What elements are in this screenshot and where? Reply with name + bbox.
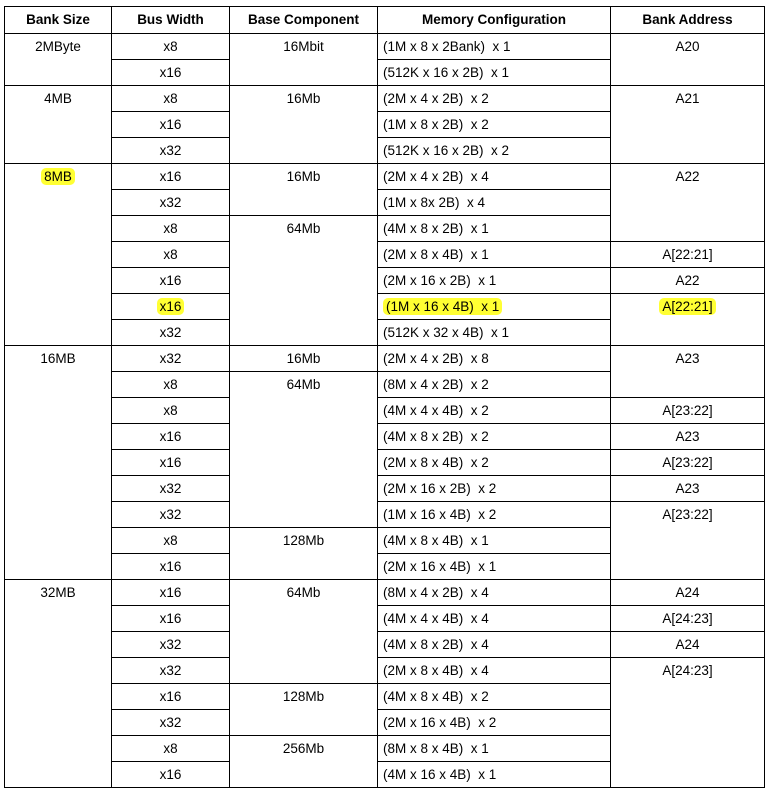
memory-configuration-cell bbox=[378, 632, 611, 658]
memory-configuration-value: (8M x 4 x 2B) x 2 bbox=[383, 377, 489, 392]
memory-configuration-value: (2M x 16 x 4B) x 2 bbox=[383, 715, 497, 730]
bus-width-value: x32 bbox=[159, 507, 182, 522]
memory-configuration-cell bbox=[378, 346, 611, 372]
bank-address-value: A[22:21] bbox=[662, 247, 713, 262]
bus-width-value: x32 bbox=[159, 195, 182, 210]
bus-width-value: x8 bbox=[163, 533, 178, 548]
bus-width-cell bbox=[112, 294, 230, 320]
memory-configuration-cell bbox=[378, 60, 611, 86]
bank-address-cell bbox=[611, 580, 765, 606]
memory-configuration-cell bbox=[378, 762, 611, 788]
header-row bbox=[5, 7, 765, 34]
bank-size-cell bbox=[5, 580, 112, 788]
bank-address-value: A21 bbox=[675, 91, 700, 106]
bus-width-value: x16 bbox=[159, 273, 182, 288]
bus-width-cell bbox=[112, 398, 230, 424]
memory-configuration-cell bbox=[378, 580, 611, 606]
bus-width-cell bbox=[112, 580, 230, 606]
memory-configuration-cell bbox=[378, 450, 611, 476]
bus-width-cell bbox=[112, 268, 230, 294]
bank-address-value: A[22:21] bbox=[659, 298, 715, 315]
bank-address-cell bbox=[611, 34, 765, 86]
bank-address-value: A[24:23] bbox=[662, 611, 713, 626]
bank-address-value: A24 bbox=[675, 637, 700, 652]
memory-configuration-value: (4M x 8 x 2B) x 2 bbox=[383, 429, 489, 444]
bank-address-value: A[24:23] bbox=[662, 663, 713, 678]
bus-width-cell bbox=[112, 242, 230, 268]
bank-address-cell bbox=[611, 424, 765, 450]
header-bank-address: Bank Address bbox=[611, 7, 765, 34]
memory-configuration-cell bbox=[378, 502, 611, 528]
bank-size-value: 16MB bbox=[40, 351, 76, 366]
memory-configuration-value: (512K x 16 x 2B) x 1 bbox=[383, 65, 510, 80]
bus-width-cell bbox=[112, 320, 230, 346]
bank-size-value: 8MB bbox=[41, 168, 75, 185]
bus-width-cell bbox=[112, 632, 230, 658]
bank-address-value: A23 bbox=[675, 429, 700, 444]
bus-width-value: x32 bbox=[159, 325, 182, 340]
memory-configuration-cell bbox=[378, 398, 611, 424]
bus-width-value: x8 bbox=[163, 403, 178, 418]
bank-address-cell bbox=[611, 86, 765, 164]
bus-width-value: x16 bbox=[159, 455, 182, 470]
bank-address-value: A23 bbox=[675, 481, 700, 496]
memory-configuration-value: (8M x 8 x 4B) x 1 bbox=[383, 741, 489, 756]
memory-configuration-value: (2M x 8 x 4B) x 1 bbox=[383, 247, 489, 262]
table-row bbox=[5, 502, 765, 528]
bus-width-value: x8 bbox=[163, 91, 178, 106]
memory-configuration-value: (2M x 4 x 2B) x 4 bbox=[383, 169, 489, 184]
bus-width-value: x32 bbox=[159, 715, 182, 730]
base-component-cell: 64Mb bbox=[230, 372, 378, 528]
bus-width-value: x8 bbox=[163, 741, 178, 756]
table-row bbox=[5, 424, 765, 450]
table-row bbox=[5, 268, 765, 294]
bus-width-cell bbox=[112, 138, 230, 164]
memory-configuration-value: (4M x 4 x 4B) x 4 bbox=[383, 611, 489, 626]
bus-width-value: x32 bbox=[159, 351, 182, 366]
memory-configuration-cell bbox=[378, 684, 611, 710]
bus-width-cell bbox=[112, 502, 230, 528]
memory-configuration-value: (2M x 4 x 2B) x 8 bbox=[383, 351, 489, 366]
memory-configuration-value: (2M x 16 x 2B) x 1 bbox=[383, 273, 497, 288]
bus-width-value: x16 bbox=[159, 767, 182, 782]
table-row bbox=[5, 346, 765, 372]
memory-configuration-value: (1M x 16 x 4B) x 2 bbox=[383, 507, 497, 522]
memory-configuration-value: (2M x 16 x 4B) x 1 bbox=[383, 559, 497, 574]
bank-size-value: 32MB bbox=[40, 585, 76, 600]
bus-width-cell bbox=[112, 554, 230, 580]
bus-width-cell bbox=[112, 528, 230, 554]
bus-width-value: x8 bbox=[163, 39, 178, 54]
memory-configuration-value: (1M x 8 x 2B) x 2 bbox=[383, 117, 489, 132]
header-bus-width: Bus Width bbox=[112, 7, 230, 34]
table-row bbox=[5, 242, 765, 268]
memory-configuration-cell bbox=[378, 268, 611, 294]
bus-width-cell bbox=[112, 216, 230, 242]
bus-width-value: x8 bbox=[163, 221, 178, 236]
bus-width-cell bbox=[112, 736, 230, 762]
header-memory-configuration: Memory Configuration bbox=[378, 7, 611, 34]
bank-address-cell bbox=[611, 632, 765, 658]
memory-configuration-cell bbox=[378, 424, 611, 450]
table-row bbox=[5, 606, 765, 632]
bus-width-cell bbox=[112, 684, 230, 710]
table-row bbox=[5, 580, 765, 606]
bank-size-value: 2MByte bbox=[35, 39, 81, 54]
bus-width-cell bbox=[112, 762, 230, 788]
bus-width-value: x32 bbox=[159, 481, 182, 496]
bank-address-value: A[23:22] bbox=[662, 507, 713, 522]
bus-width-cell bbox=[112, 372, 230, 398]
memory-configuration-value: (2M x 16 x 2B) x 2 bbox=[383, 481, 497, 496]
bank-size-cell bbox=[5, 34, 112, 86]
bus-width-value: x16 bbox=[159, 169, 182, 184]
bus-width-value: x8 bbox=[163, 247, 178, 262]
bank-address-cell bbox=[611, 242, 765, 268]
bus-width-value: x16 bbox=[159, 611, 182, 626]
memory-configuration-value: (4M x 8 x 4B) x 2 bbox=[383, 689, 489, 704]
bank-address-value: A23 bbox=[675, 351, 700, 366]
bank-address-cell bbox=[611, 658, 765, 788]
base-component-cell: 64Mb bbox=[230, 216, 378, 346]
bus-width-cell bbox=[112, 606, 230, 632]
table-row bbox=[5, 164, 765, 190]
memory-configuration-cell bbox=[378, 164, 611, 190]
memory-configuration-value: (1M x 8x 2B) x 4 bbox=[383, 195, 486, 210]
memory-configuration-cell bbox=[378, 86, 611, 112]
memory-configuration-value: (512K x 16 x 2B) x 2 bbox=[383, 143, 510, 158]
memory-configuration-value: (4M x 8 x 4B) x 1 bbox=[383, 533, 489, 548]
bank-address-cell bbox=[611, 476, 765, 502]
bus-width-value: x32 bbox=[159, 143, 182, 158]
bank-address-value: A24 bbox=[675, 585, 700, 600]
bus-width-cell bbox=[112, 450, 230, 476]
bank-size-cell bbox=[5, 86, 112, 164]
bank-address-value: A22 bbox=[675, 169, 700, 184]
base-component-cell: 16Mbit bbox=[230, 34, 378, 86]
bus-width-value: x16 bbox=[159, 689, 182, 704]
memory-configuration-value: (2M x 8 x 4B) x 4 bbox=[383, 663, 489, 678]
memory-configuration-table bbox=[4, 6, 765, 788]
bank-address-value: A[23:22] bbox=[662, 455, 713, 470]
memory-configuration-value: (8M x 4 x 2B) x 4 bbox=[383, 585, 489, 600]
table-row bbox=[5, 476, 765, 502]
bus-width-cell bbox=[112, 476, 230, 502]
bus-width-value: x8 bbox=[163, 377, 178, 392]
memory-configuration-cell bbox=[378, 216, 611, 242]
table-row bbox=[5, 294, 765, 320]
memory-configuration-cell bbox=[378, 658, 611, 684]
base-component-cell: 256Mb bbox=[230, 736, 378, 788]
memory-configuration-value: (512K x 32 x 4B) x 1 bbox=[383, 325, 510, 340]
bus-width-cell bbox=[112, 164, 230, 190]
bank-size-cell bbox=[5, 164, 112, 346]
memory-configuration-value: (4M x 4 x 4B) x 2 bbox=[383, 403, 489, 418]
bus-width-value: x16 bbox=[159, 585, 182, 600]
memory-configuration-cell bbox=[378, 34, 611, 60]
base-component-cell: 16Mb bbox=[230, 164, 378, 216]
bus-width-cell bbox=[112, 710, 230, 736]
memory-configuration-cell bbox=[378, 294, 611, 320]
bank-address-cell bbox=[611, 164, 765, 242]
bank-address-value: A[23:22] bbox=[662, 403, 713, 418]
memory-configuration-value: (4M x 8 x 2B) x 4 bbox=[383, 637, 489, 652]
bus-width-cell bbox=[112, 190, 230, 216]
header-bank-size: Bank Size bbox=[5, 7, 112, 34]
base-component-cell: 16Mb bbox=[230, 346, 378, 372]
memory-configuration-value: (2M x 8 x 4B) x 2 bbox=[383, 455, 489, 470]
bank-size-value: 4MB bbox=[44, 91, 72, 106]
memory-configuration-value: (2M x 4 x 2B) x 2 bbox=[383, 91, 489, 106]
bus-width-value: x16 bbox=[159, 559, 182, 574]
memory-configuration-cell bbox=[378, 372, 611, 398]
bank-address-cell bbox=[611, 398, 765, 424]
memory-configuration-cell bbox=[378, 554, 611, 580]
memory-configuration-cell bbox=[378, 112, 611, 138]
bus-width-value: x16 bbox=[159, 117, 182, 132]
memory-configuration-cell bbox=[378, 138, 611, 164]
bus-width-value: x32 bbox=[159, 637, 182, 652]
memory-configuration-cell bbox=[378, 736, 611, 762]
memory-configuration-cell bbox=[378, 606, 611, 632]
bus-width-value: x32 bbox=[159, 663, 182, 678]
memory-configuration-cell bbox=[378, 710, 611, 736]
bus-width-value: x16 bbox=[159, 429, 182, 444]
bank-address-cell bbox=[611, 268, 765, 294]
memory-configuration-cell bbox=[378, 190, 611, 216]
memory-configuration-value: (4M x 16 x 4B) x 1 bbox=[383, 767, 497, 782]
table-row bbox=[5, 34, 765, 60]
header-base-component: Base Component bbox=[230, 7, 378, 34]
bus-width-cell bbox=[112, 346, 230, 372]
bus-width-value: x16 bbox=[159, 65, 182, 80]
bus-width-cell bbox=[112, 424, 230, 450]
bank-address-cell bbox=[611, 346, 765, 398]
base-component-cell: 128Mb bbox=[230, 528, 378, 580]
table-row bbox=[5, 632, 765, 658]
table-row bbox=[5, 450, 765, 476]
memory-configuration-cell bbox=[378, 320, 611, 346]
bank-address-value: A22 bbox=[675, 273, 700, 288]
bank-address-cell bbox=[611, 502, 765, 580]
memory-configuration-value: (1M x 8 x 2Bank) x 1 bbox=[383, 39, 511, 54]
bank-address-value: A20 bbox=[675, 39, 700, 54]
bus-width-cell bbox=[112, 60, 230, 86]
bank-address-cell bbox=[611, 606, 765, 632]
bus-width-cell bbox=[112, 86, 230, 112]
bank-address-cell bbox=[611, 450, 765, 476]
base-component-cell: 16Mb bbox=[230, 86, 378, 164]
bank-address-cell bbox=[611, 294, 765, 346]
bus-width-cell bbox=[112, 112, 230, 138]
memory-configuration-value: (1M x 16 x 4B) x 1 bbox=[383, 298, 502, 315]
table-row bbox=[5, 398, 765, 424]
bus-width-value: x16 bbox=[157, 298, 185, 315]
table-body bbox=[5, 34, 765, 788]
memory-configuration-cell bbox=[378, 242, 611, 268]
bank-size-cell bbox=[5, 346, 112, 580]
bus-width-cell bbox=[112, 34, 230, 60]
table-row bbox=[5, 86, 765, 112]
table-row bbox=[5, 658, 765, 684]
bus-width-cell bbox=[112, 658, 230, 684]
memory-configuration-value: (4M x 8 x 2B) x 1 bbox=[383, 221, 489, 236]
base-component-cell: 64Mb bbox=[230, 580, 378, 684]
memory-configuration-cell bbox=[378, 528, 611, 554]
memory-configuration-cell bbox=[378, 476, 611, 502]
base-component-cell: 128Mb bbox=[230, 684, 378, 736]
